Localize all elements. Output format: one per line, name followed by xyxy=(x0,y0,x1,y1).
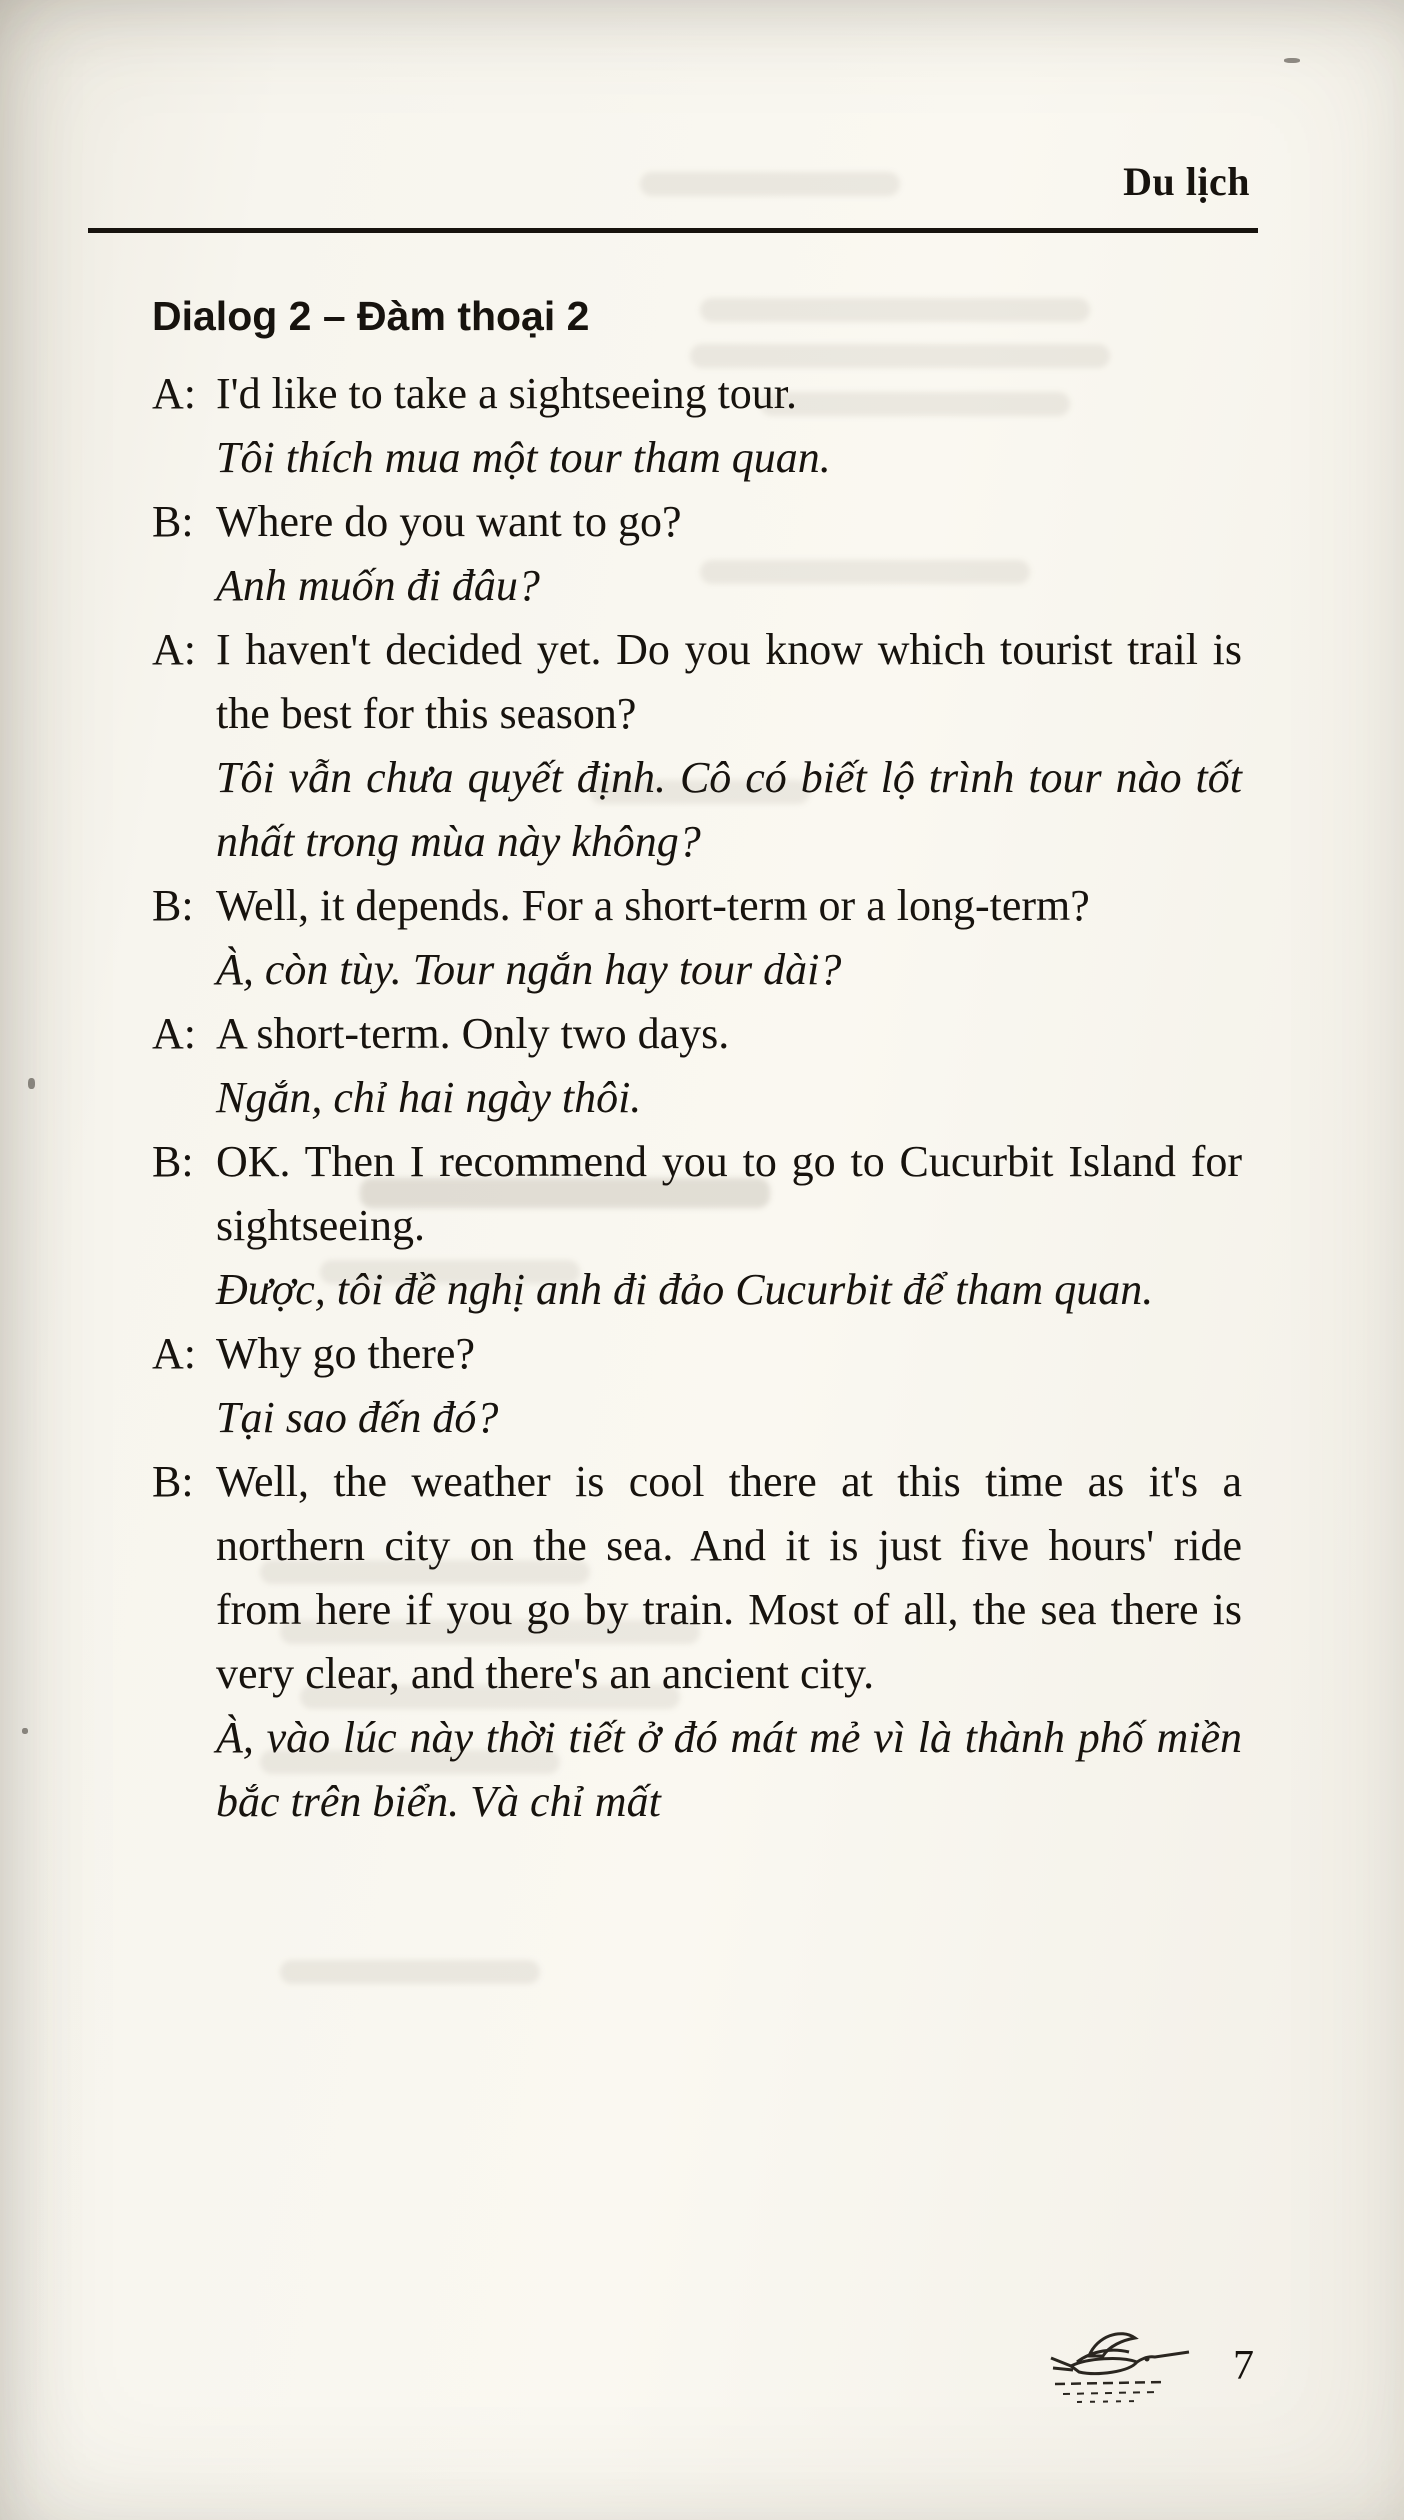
speaker-label: B: xyxy=(152,1137,194,1186)
dialog-entry xyxy=(152,874,1242,1002)
speaker-label: B: xyxy=(152,881,194,930)
dialog-vietnamese-line: Được, tôi đề nghị anh đi đảo Cucurbit để tham quan. xyxy=(216,1265,1154,1314)
dialog-english-line xyxy=(152,1130,1242,1258)
dialog-english-text: OK. Then I recommend you to go to Cucurbit Island for sightseeing. xyxy=(216,1137,1242,1250)
bird-sketch-illustration xyxy=(1037,2322,1197,2406)
dialog-vietnamese-line: Tôi thích mua một tour tham quan. xyxy=(216,433,831,482)
dialog-vietnamese-line: Tại sao đến đó? xyxy=(216,1393,499,1442)
dialog-entries xyxy=(152,362,1242,1834)
dialog-english-text: Why go there? xyxy=(216,1329,475,1378)
dialog-entry xyxy=(152,362,1242,490)
dialog-vietnamese-line: À, vào lúc này thời tiết ở đó mát mẻ vì là thành phố miền bắc trên biển. Và chỉ mất xyxy=(216,1713,1242,1826)
speaker-label: A: xyxy=(152,1329,196,1378)
speaker-label: A: xyxy=(152,369,196,418)
scan-speck xyxy=(22,1728,28,1734)
dialog-english-line xyxy=(152,490,1242,554)
page-number: 7 xyxy=(1233,2343,1254,2389)
dialog-content xyxy=(152,286,1242,1834)
dialog-vietnamese-line: Ngắn, chỉ hai ngày thôi. xyxy=(216,1073,642,1122)
scan-speck xyxy=(1284,58,1300,63)
dialog-vietnamese-line: À, còn tùy. Tour ngắn hay tour dài? xyxy=(216,945,842,994)
section-header: Du lịch xyxy=(1123,159,1250,204)
dialog-english-text: Well, the weather is cool there at this time as it's a northern city on the sea. And it is just five hours' ride from here if you go by train. Most of all, the sea there is very clear, and there's an ancient city. xyxy=(216,1457,1242,1698)
header-rule xyxy=(88,228,1258,233)
dialog-entry xyxy=(152,1450,1242,1834)
scan-speck xyxy=(28,1078,35,1089)
dialog-english-line xyxy=(152,362,1242,426)
dialog-entry xyxy=(152,618,1242,874)
dialog-title: Dialog 2 – Đàm thoại 2 xyxy=(152,293,590,339)
dialog-english-line xyxy=(152,1322,1242,1386)
dialog-vietnamese-line: Anh muốn đi đâu? xyxy=(216,561,540,610)
dialog-english-text: A short-term. Only two days. xyxy=(216,1009,730,1058)
dialog-english-text: Well, it depends. For a short-term or a long-term? xyxy=(216,881,1090,930)
speaker-label: A: xyxy=(152,625,196,674)
dialog-vietnamese-line: Tôi vẫn chưa quyết định. Cô có biết lộ trình tour nào tốt nhất trong mùa này không? xyxy=(216,753,1242,866)
dialog-english-line xyxy=(152,618,1242,746)
dialog-entry xyxy=(152,1322,1242,1450)
dialog-english-line xyxy=(152,1002,1242,1066)
dialog-english-line xyxy=(152,874,1242,938)
speaker-label: B: xyxy=(152,1457,194,1506)
speaker-label: B: xyxy=(152,497,194,546)
dialog-english-text: Where do you want to go? xyxy=(216,497,682,546)
page-footer xyxy=(1037,2322,1254,2406)
dialog-english-text: I haven't decided yet. Do you know which tourist trail is the best for this season? xyxy=(216,625,1242,738)
dialog-entry xyxy=(152,1002,1242,1130)
dialog-entry xyxy=(152,1130,1242,1322)
dialog-entry xyxy=(152,490,1242,618)
dialog-english-line xyxy=(152,1450,1242,1706)
speaker-label: A: xyxy=(152,1009,196,1058)
dialog-english-text: I'd like to take a sightseeing tour. xyxy=(216,369,798,418)
